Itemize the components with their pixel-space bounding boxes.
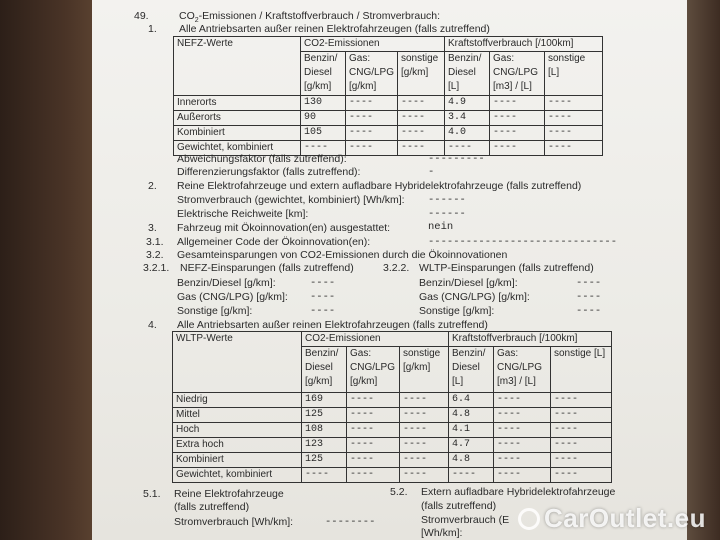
section-49-title: $CO_2$-Emissionen / Kraftstoffverbrauch / Stromverbrauch: [179,10,441,25]
oekoinnovation-label: Fahrzeug mit Ökoinnovation(en) ausgestattet: [177,222,391,234]
row-label: Niedrig [173,393,302,408]
nefz-row-value: ---- [310,291,336,303]
table-row [173,408,612,423]
nefz-row-label: Benzin/Diesel [g/km]: [177,277,276,289]
cell: 4.0 [445,126,490,141]
subheader-cell: Benzin/ Diesel [g/km] [302,347,347,393]
subheader-cell: sonstige [g/km] [400,347,449,393]
row-label: Kombiniert [174,126,301,141]
cell: ---- [494,393,551,408]
section-4-number: 4. [148,319,157,331]
cell: 3.4 [445,111,490,126]
section-2-number: 2. [148,180,157,192]
cell: ---- [400,393,449,408]
cell: ---- [551,453,612,468]
nefz-row-value: ---- [310,277,336,289]
bev-stromverbrauch-label: Stromverbrauch [Wh/km]: [174,516,294,528]
table-row [173,438,612,453]
wltp-table [172,331,612,483]
section-3-2-number: 3.2. [146,249,164,261]
row-label: Mittel [173,408,302,423]
subheader-cell: Gas: CNG/LPG [g/km] [347,347,400,393]
cell: ---- [545,96,603,111]
cell: ---- [347,453,400,468]
wltp-row-label: Sonstige [g/km]: [419,305,495,317]
cell: ---- [400,423,449,438]
stromverbrauch-value: ------ [428,194,466,206]
nefz-row-value: ---- [310,305,336,317]
section-5-1-title: Reine Elektrofahrzeuge [174,488,284,500]
cell: ---- [347,468,400,483]
table-row [174,126,603,141]
cell: ---- [494,438,551,453]
cell: 169 [302,393,347,408]
section-2-title: Reine Elektrofahrzeuge und extern aufladbare Hybridelektrofahrzeuge (falls zutreffend) [177,180,582,192]
cell: ---- [347,438,400,453]
cell: ---- [551,393,612,408]
differenzierungsfaktor-label: Differenzierungsfaktor (falls zutreffend): [177,166,361,178]
table-header-row [173,332,612,347]
cell: 4.8 [449,453,494,468]
wltp-row-value: ---- [576,305,602,317]
cell: 125 [302,408,347,423]
section-3-2-2-number: 3.2.2. [383,262,410,274]
cell: ---- [490,141,545,156]
subheader-cell: Gas: CNG/LPG [m3] / [L] [494,347,551,393]
section-4-title: Alle Antriebsarten außer reinen Elektrofahrzeugen (falls zutreffend) [177,319,488,331]
section-49-number: 49. [134,10,149,22]
cell: ---- [490,96,545,111]
section-5-2-subtitle: (falls zutreffend) [421,500,497,512]
cell: ---- [400,438,449,453]
cell: ---- [398,141,445,156]
nefz-header: NEFZ-Werte [174,37,301,96]
caroutlet-logo-icon [518,508,540,530]
section-5-2-title: Extern aufladbare Hybridelektrofahrzeuge [421,486,616,498]
cell: 123 [302,438,347,453]
wltp-row-value: ---- [576,291,602,303]
phev-stromverbrauch-label: Stromverbrauch (E [421,514,510,526]
table-row [173,393,612,408]
section-5-1-number: 5.1. [143,488,161,500]
section-5-1-subtitle: (falls zutreffend) [174,501,250,513]
background-left [0,0,95,540]
section-3-2-1-number: 3.2.1. [143,262,170,274]
wltp-row-value: ---- [576,277,602,289]
watermark-text: CarOutlet.eu [543,503,706,533]
section-1-title: Alle Antriebsarten außer reinen Elektrofahrzeugen (falls zutreffend) [179,23,490,35]
co2-header: CO2-Emissionen [302,332,449,347]
cell: ---- [347,423,400,438]
cell: ---- [346,96,398,111]
cell: ---- [445,141,490,156]
wltp-row-label: Gas (CNG/LPG) [g/km]: [419,291,530,303]
table-row [174,96,603,111]
cell: 4.7 [449,438,494,453]
subheader-cell: Benzin/ Diesel [g/km] [301,52,346,96]
reichweite-value: ------ [428,208,466,220]
table-row [173,423,612,438]
cell: 125 [302,453,347,468]
cell: 108 [302,423,347,438]
row-label: Außerorts [174,111,301,126]
table-row [173,453,612,468]
abweichungsfaktor-value: --------- [428,153,485,165]
cell: ---- [301,141,346,156]
subheader-cell: Benzin/ Diesel [L] [445,52,490,96]
nefz-table [173,36,603,156]
oekoinnovation-code-value: ------------------------------ [428,236,618,248]
cell: ---- [494,468,551,483]
cell: ---- [398,96,445,111]
row-label: Gewichtet, kombiniert [174,141,301,156]
cell: ---- [494,453,551,468]
nefz-einsparungen-title: NEFZ-Einsparungen (falls zutreffend) [180,262,354,274]
cell: ---- [551,438,612,453]
cell: ---- [346,126,398,141]
subheader-cell: sonstige [g/km] [398,52,445,96]
section-3-2-title: Gesamteinsparungen von CO2-Emissionen durch die Ökoinnovationen [177,249,508,261]
wltp-einsparungen-title: WLTP-Einsparungen (falls zutreffend) [419,262,594,274]
cell: 6.4 [449,393,494,408]
cell: ---- [347,393,400,408]
row-label: Innerorts [174,96,301,111]
cell: ---- [545,141,603,156]
reichweite-label: Elektrische Reichweite [km]: [177,208,309,220]
phev-stromverbrauch-unit: [Wh/km]: [421,527,463,539]
cell: ---- [545,111,603,126]
bev-stromverbrauch-value: -------- [325,516,376,528]
cell: 105 [301,126,346,141]
cell: ---- [490,111,545,126]
cell: ---- [400,453,449,468]
table-row [173,468,612,483]
cell: ---- [449,468,494,483]
section-3-number: 3. [148,222,157,234]
section-3-1-number: 3.1. [146,236,164,248]
wltp-row-label: Benzin/Diesel [g/km]: [419,277,518,289]
caroutlet-watermark [518,503,706,534]
row-label: Hoch [173,423,302,438]
abweichungsfaktor-label: Abweichungsfaktor (falls zutreffend): [177,153,347,165]
cell: ---- [398,111,445,126]
cell: ---- [490,126,545,141]
cell: 4.9 [445,96,490,111]
fuel-header: Kraftstoffverbrauch [/100km] [445,37,603,52]
cell: 90 [301,111,346,126]
cell: 130 [301,96,346,111]
table-row [174,111,603,126]
section-1-number: 1. [148,23,157,35]
subheader-cell: Gas: CNG/LPG [g/km] [346,52,398,96]
subheader-cell: Gas: CNG/LPG [m3] / [L] [490,52,545,96]
cell: ---- [398,126,445,141]
table-header-row [174,37,603,52]
wltp-header: WLTP-Werte [173,332,302,393]
section-5-2-number: 5.2. [390,486,408,498]
cell: ---- [545,126,603,141]
cell: ---- [347,408,400,423]
nefz-row-label: Sonstige [g/km]: [177,305,253,317]
cell: ---- [400,408,449,423]
oekoinnovation-value: nein [428,221,454,233]
cell: 4.1 [449,423,494,438]
subheader-cell: Benzin/ Diesel [L] [449,347,494,393]
cell: ---- [551,468,612,483]
row-label: Kombiniert [173,453,302,468]
cell: ---- [551,408,612,423]
cell: ---- [494,408,551,423]
cell: ---- [494,423,551,438]
subheader-cell: sonstige [L] [551,347,612,393]
differenzierungsfaktor-value: - [428,166,435,178]
cell: ---- [346,111,398,126]
row-label: Extra hoch [173,438,302,453]
cell: 4.8 [449,408,494,423]
nefz-row-label: Gas (CNG/LPG) [g/km]: [177,291,288,303]
cell: ---- [302,468,347,483]
oekoinnovation-code-label: Allgemeiner Code der Ökoinnovation(en): [177,236,371,248]
stromverbrauch-label: Stromverbrauch (gewichtet, kombiniert) [Wh/km]: [177,194,405,206]
cell: ---- [400,468,449,483]
co2-header: CO2-Emissionen [301,37,445,52]
row-label: Gewichtet, kombiniert [173,468,302,483]
subheader-cell: sonstige [L] [545,52,603,96]
fuel-header: Kraftstoffverbrauch [/100km] [449,332,612,347]
cell: ---- [551,423,612,438]
cell: ---- [346,141,398,156]
